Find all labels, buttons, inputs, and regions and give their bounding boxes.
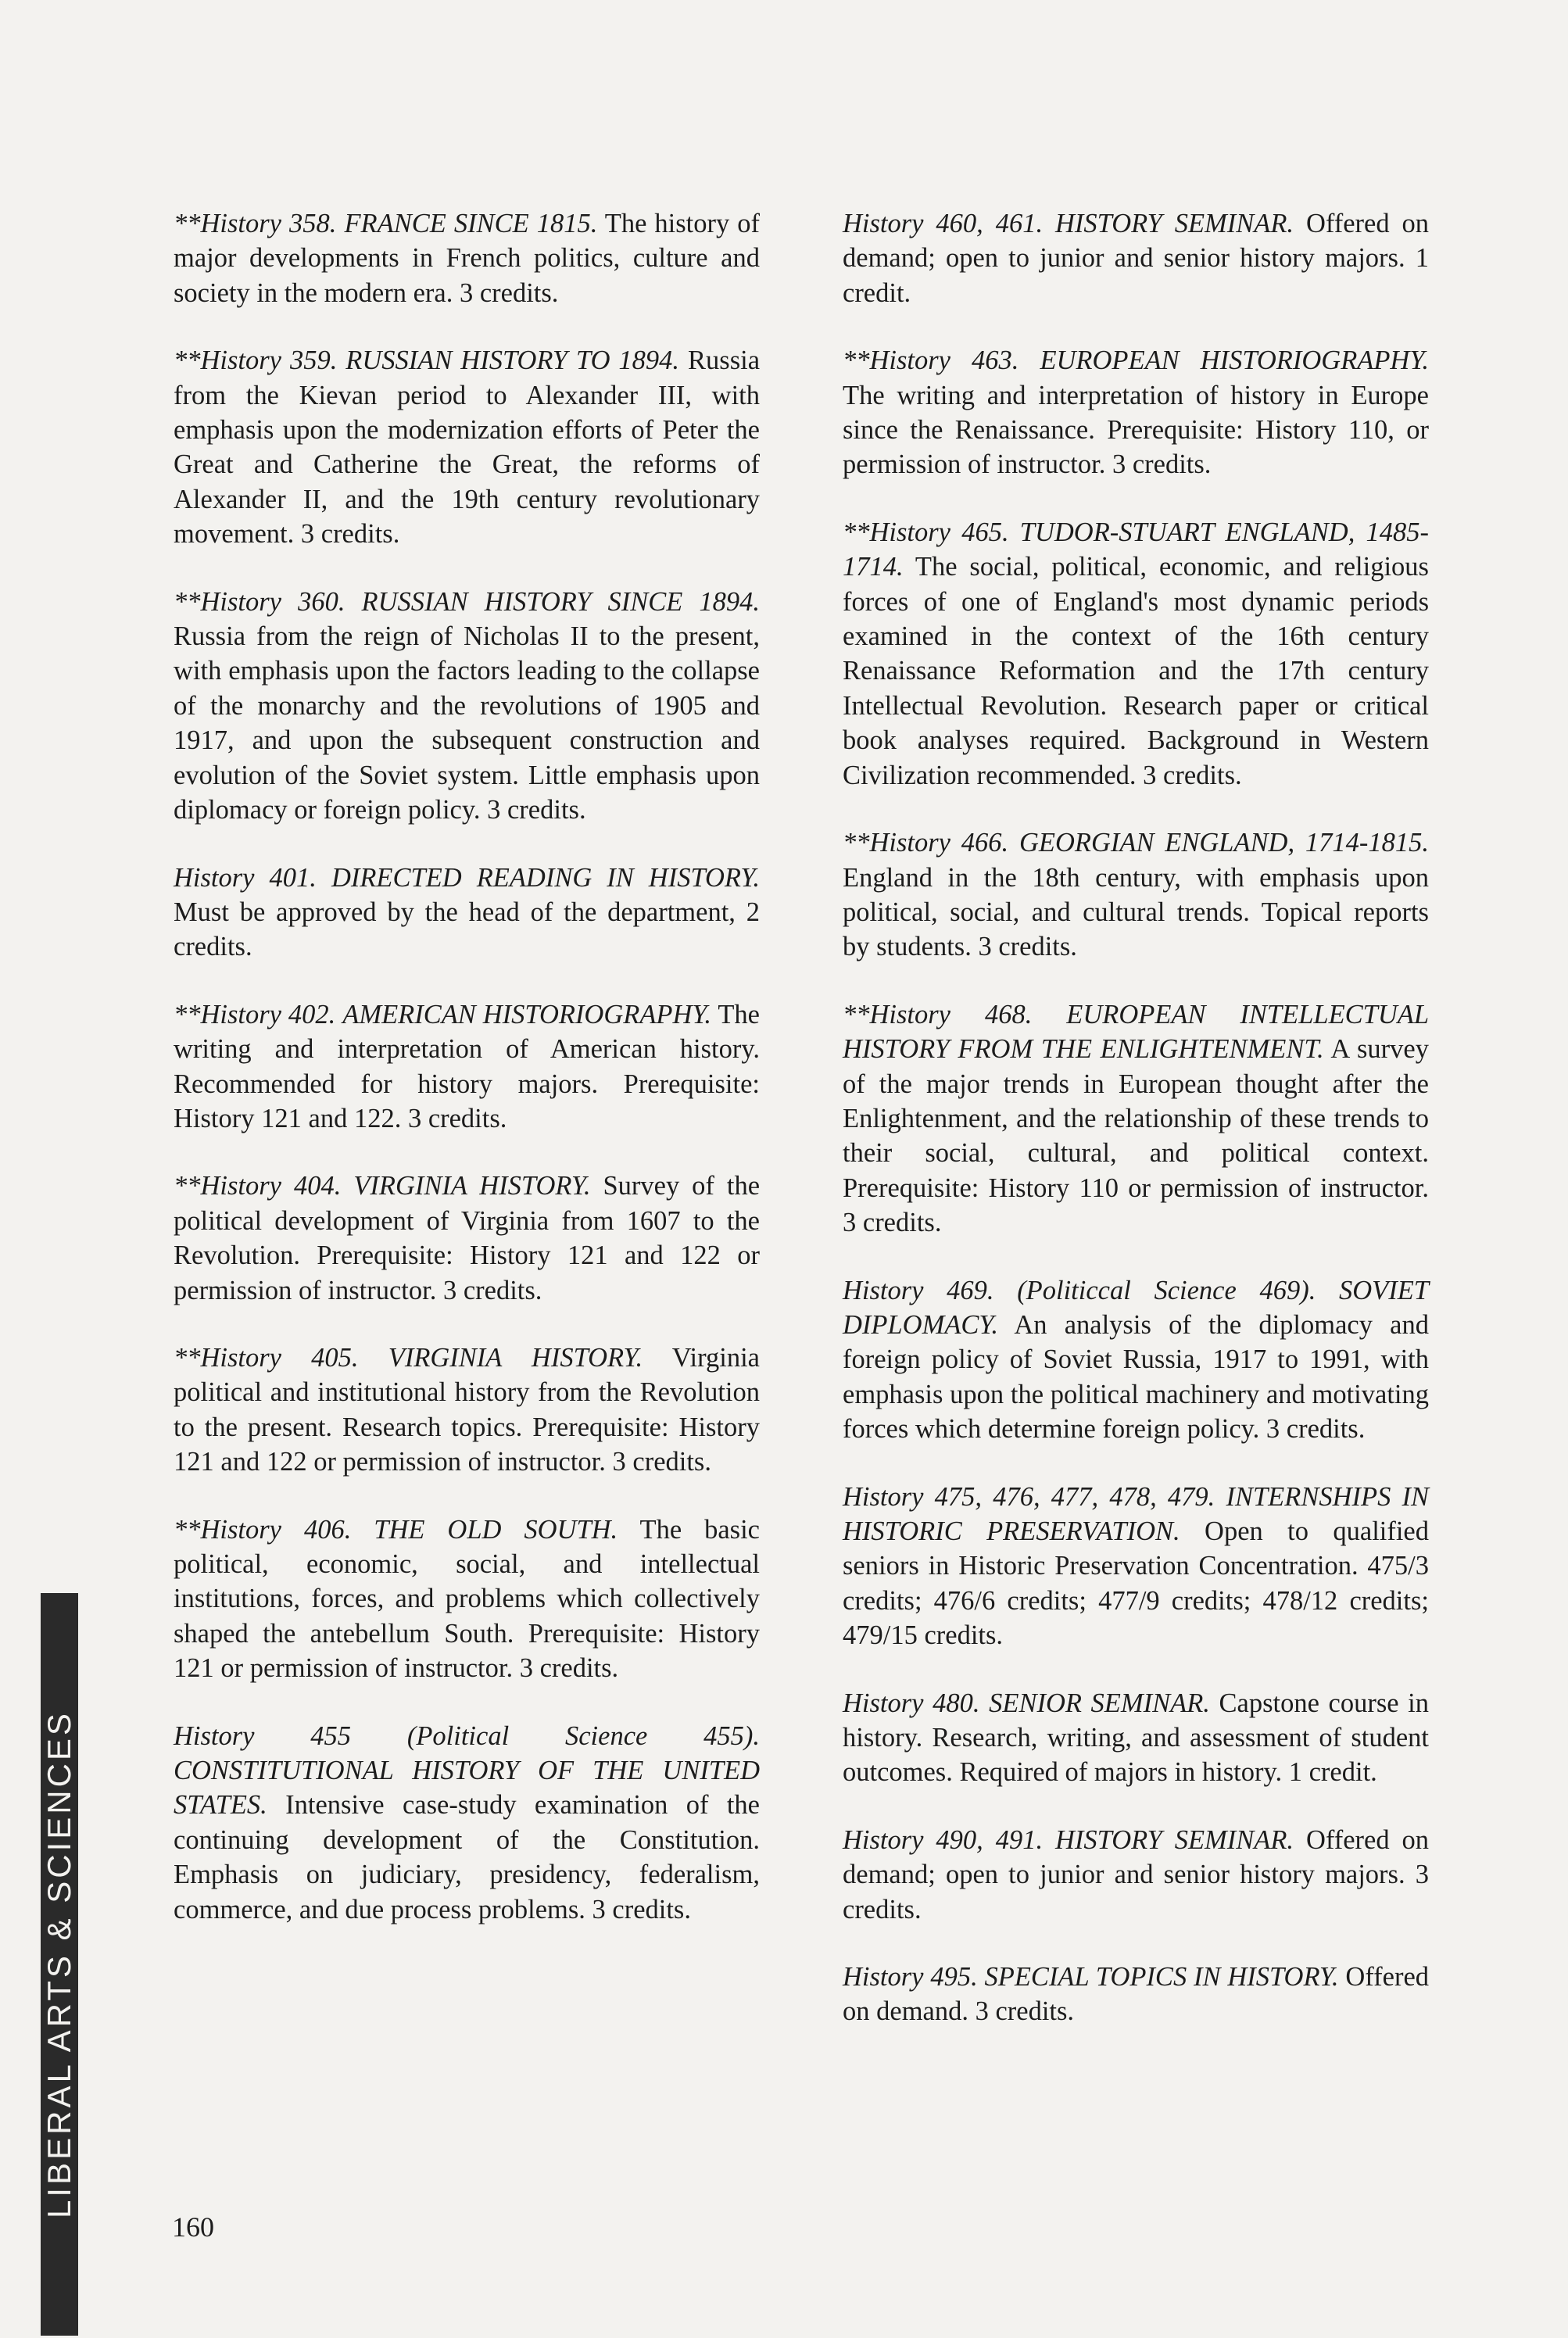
course-title: VIRGINIA HISTORY. (388, 1342, 643, 1373)
course-description: The history of major developments in French politics, culture and society in the modern era. 3 credits. (174, 209, 761, 308)
course-description: Open to qualified seniors in Historic Preservation Concentration. 475/3 credits; 476/6 credits; 477/9 credits; 478/12 credits; 479/15 credits. (843, 1516, 1429, 1651)
course-entry (174, 1719, 760, 1927)
side-tab-label: LIBERAL ARTS & SCIENCES (41, 1710, 77, 2218)
course-title: THE OLD SOUTH. (374, 1514, 618, 1545)
course-code: History 495. (843, 1962, 978, 1992)
course-title: CONSTITUTIONAL HISTORY OF THE UNITED STATES. (174, 1756, 760, 1821)
course-code: History 480. (843, 1688, 980, 1718)
course-title: SENIOR SEMINAR. (989, 1688, 1210, 1718)
course-title: HISTORY SEMINAR. (1055, 1824, 1294, 1855)
page-number: 160 (172, 2211, 214, 2243)
course-title: SPECIAL TOPICS IN HISTORY. (984, 1962, 1339, 1992)
course-entry (174, 343, 760, 551)
course-entry (174, 585, 760, 828)
course-code: **History 463. (843, 346, 1019, 376)
course-entry (174, 206, 760, 310)
course-entry (843, 206, 1429, 310)
course-code: History 455 (Political Science 455). (174, 1720, 760, 1751)
course-description: The social, political, economic, and religious forces of one of England's most dynamic periods examined in the context of the 16th century Renaissance Reformation and the 17th century Intellectual Revolution. Research paper or critical book analyses required. Background in Western Civilization recommended. 3 credits. (843, 552, 1429, 790)
course-description: Must be approved by the head of the department, 2 credits. (174, 897, 760, 962)
course-code: **History 402. (174, 999, 336, 1029)
course-title: DIRECTED READING IN HISTORY. (331, 862, 761, 893)
course-title: TUDOR-STUART ENGLAND, 1485-1714. (843, 517, 1430, 582)
course-entry (174, 861, 760, 965)
course-code: History 460, 461. (843, 209, 1044, 238)
course-title: RUSSIAN HISTORY SINCE 1894. (361, 586, 761, 617)
course-description: The writing and interpretation of American history. Recommended for history majors. Prerequisite: History 121 and 122. 3 credits. (174, 999, 760, 1133)
course-code: **History 405. (174, 1342, 359, 1373)
course-code: **History 404. (174, 1171, 342, 1201)
course-entry (843, 1480, 1429, 1653)
left-column (174, 206, 760, 1960)
course-title: RUSSIAN HISTORY TO 1894. (345, 346, 680, 376)
course-code: **History 406. (174, 1514, 352, 1545)
course-description: Russia from the Kievan period to Alexander III, with emphasis upon the modernization efforts of Peter the Great and Catherine the Great, the reforms of Alexander II, and the 19th century revolutionary movement. 3 credits. (174, 346, 761, 550)
course-title: AMERICAN HISTORIOGRAPHY. (342, 999, 712, 1029)
course-description: An analysis of the diplomacy and foreign policy of Soviet Russia, 1917 to 1991, with emphasis upon the political machinery and motivating forces which determine foreign policy. 3 credits. (843, 1309, 1429, 1445)
course-title: INTERNSHIPS IN HISTORIC PRESERVATION. (843, 1481, 1430, 1546)
course-entry (843, 1960, 1429, 2029)
course-code: History 475, 476, 477, 478, 479. (843, 1481, 1215, 1512)
course-description: The writing and interpretation of history in Europe since the Renaissance. Prerequisite: History 110, or permission of instructor. 3 credits. (843, 380, 1429, 480)
course-title: VIRGINIA HISTORY. (353, 1171, 591, 1201)
course-code: **History 468. (843, 999, 1033, 1029)
course-title: SOVIET DIPLOMACY. (843, 1275, 1429, 1340)
course-code: **History 465. (843, 517, 1009, 547)
course-description: Intensive case-study examination of the continuing development of the Constitution. Emphasis on judiciary, presidency, federalism, commerce, and due process problems. 3 credits. (174, 1790, 760, 1924)
course-entry (843, 1273, 1429, 1447)
course-code: History 490, 491. (843, 1824, 1044, 1855)
course-title: EUROPEAN HISTORIOGRAPHY. (1040, 346, 1429, 376)
right-column (843, 206, 1429, 2062)
course-entry (843, 1823, 1429, 1927)
course-entry (843, 515, 1429, 793)
course-description: Offered on demand; open to junior and senior history majors. 1 credit. (843, 209, 1430, 308)
course-code: **History 466. (843, 828, 1009, 858)
course-entry (174, 1169, 760, 1308)
course-description: Capstone course in history. Research, writing, and assessment of student outcomes. Required of majors in history. 1 credit. (843, 1688, 1430, 1788)
course-code: **History 359. (174, 346, 338, 376)
course-description: England in the 18th century, with emphasis upon political, social, and cultural trends. Topical reports by students. 3 credits. (843, 862, 1429, 962)
course-description: Offered on demand. 3 credits. (843, 1962, 1430, 2027)
course-title: HISTORY SEMINAR. (1055, 209, 1294, 238)
course-code: History 469. (Politiccal Science 469). (843, 1275, 1316, 1305)
course-entry (174, 1513, 760, 1686)
course-description: Offered on demand; open to junior and senior history majors. 3 credits. (843, 1824, 1430, 1924)
course-title: EUROPEAN INTELLECTUAL HISTORY FROM THE ENLIGHTENMENT. (843, 999, 1430, 1065)
course-entry (843, 997, 1429, 1241)
course-description: A survey of the major trends in European thought after the Enlightenment, and the relationship of these trends to their social, cultural, and political context. Prerequisite: History 110 or permission of instructor. 3 credits. (843, 1034, 1429, 1238)
course-code: **History 358. (174, 209, 337, 238)
course-title: FRANCE SINCE 1815. (344, 209, 598, 238)
course-title: GEORGIAN ENGLAND, 1714-1815. (1019, 828, 1430, 858)
course-entry (174, 1341, 760, 1480)
course-description: Survey of the political development of Virginia from 1607 to the Revolution. Prerequisite: History 121 and 122 or permission of instructor. 3 credits. (174, 1171, 761, 1305)
course-entry (843, 825, 1429, 965)
course-code: **History 360. (174, 586, 345, 617)
course-code: History 401. (174, 862, 317, 893)
course-description: The basic political, economic, social, and intellectual institutions, forces, and problems which collectively shaped the antebellum South. Prerequisite: History 121 or permission of instructor. 3 credits. (174, 1514, 760, 1684)
course-entry (843, 1686, 1429, 1790)
course-entry (174, 997, 760, 1137)
course-entry (843, 343, 1429, 482)
course-description: Virginia political and institutional history from the Revolution to the present. Research topics. Prerequisite: History 121 and 122 or permission of instructor. 3 credits. (174, 1342, 760, 1477)
course-description: Russia from the reign of Nicholas II to the present, with emphasis upon the factors leading to the collapse of the monarchy and the revolutions of 1905 and 1917, and upon the subsequent construction and evolution of the Soviet system. Little emphasis upon diplomacy or foreign policy. 3 credits. (174, 621, 760, 825)
